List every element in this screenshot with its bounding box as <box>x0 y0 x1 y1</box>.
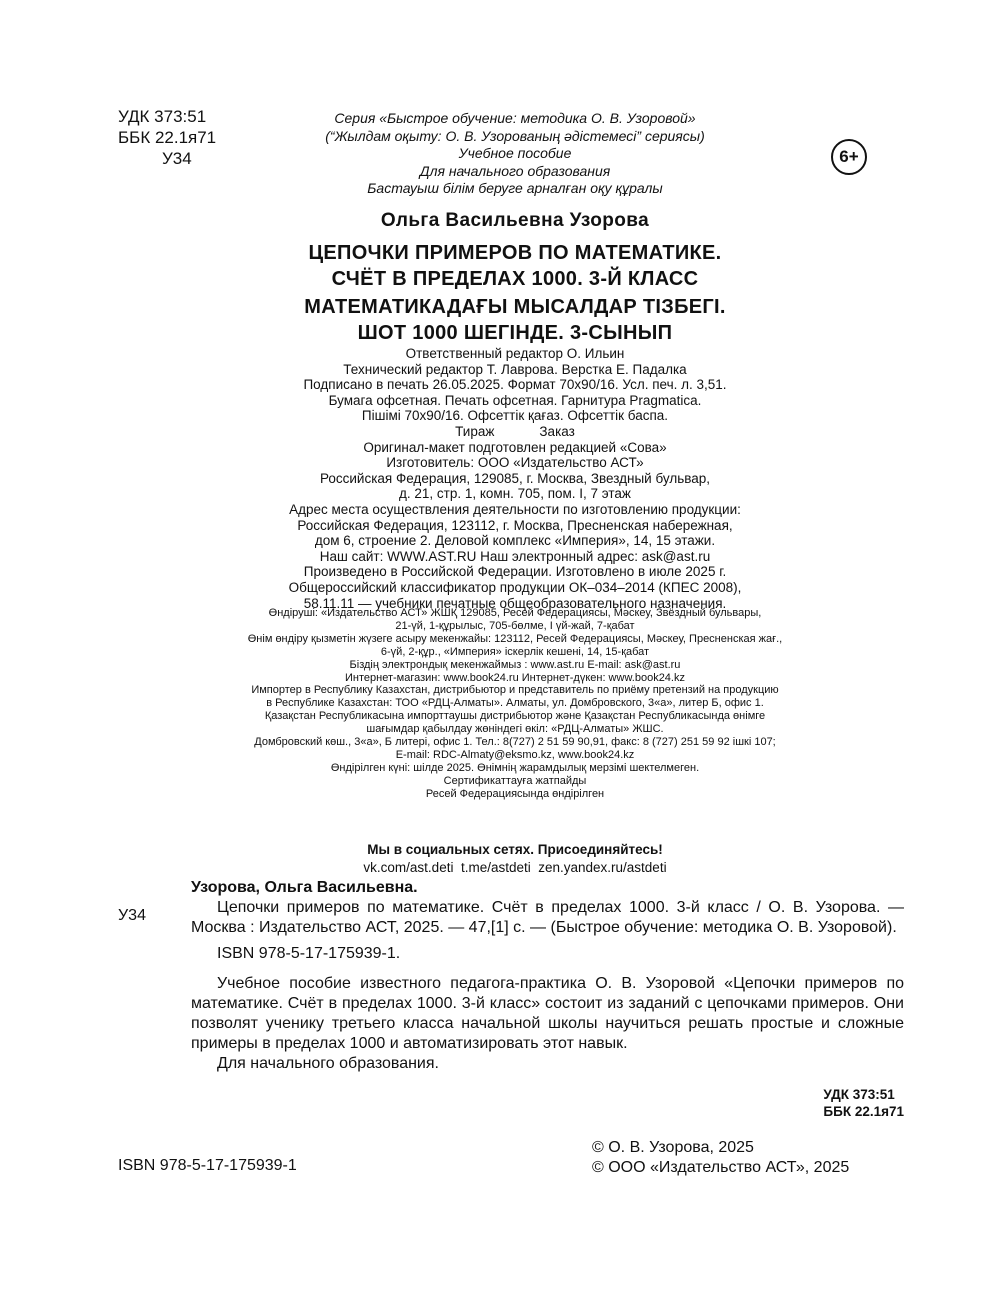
imprint-line: E-mail: RDC-Almaty@eksmo.kz, www.book24.kz <box>395 748 635 761</box>
title-line: СЧЁТ В ПРЕДЕЛАХ 1000. 3-Й КЛАСС <box>331 268 699 290</box>
imprint-line: Қазақстан Республикасына импорттаушы дистрибьютор және Қазақстан Республикасында өнімге <box>264 710 766 723</box>
bbk-code: ББК 22.1я71 <box>823 1104 904 1119</box>
imprint-line: Тираж Заказ <box>455 423 575 439</box>
title-russian <box>200 240 830 292</box>
imprint-line: 21-үй, 1-құрылыс, 705-бөлме, I үй-жай, 7-қабат <box>395 619 635 632</box>
imprint-line: Өндірілген күні: шілде 2025. Өнімнің жарамдылық мерзімі шектелмеген. <box>330 761 700 774</box>
card-audience: Для начального образования. <box>217 1055 439 1072</box>
age-rating-badge: 6+ <box>831 139 867 175</box>
copyright-line: © О. В. Узорова, 2025 <box>592 1139 754 1156</box>
series-line: Учебное пособие <box>458 145 572 161</box>
imprint-line: Домбровский көш., 3«а», Б литері, офис 1. Тел.: 8(727) 2 51 59 90,91, факс: 8 (727) 251 59 92 ішкі 107; <box>254 736 776 749</box>
imprint-line: Ресей Федерациясында өндірілген <box>425 787 605 800</box>
imprint-line: Изготовитель: ООО «Издательство АСТ» <box>386 455 644 471</box>
classification-codes-bottom <box>823 1086 904 1120</box>
bbk-code: ББК 22.1я71 <box>118 128 217 147</box>
imprint-line: Бумага офсетная. Печать офсетная. Гарнитура Pragmatica. <box>328 392 702 408</box>
imprint-line: Российская Федерация, 129085, г. Москва, Звездный бульвар, <box>319 470 711 486</box>
imprint-line: Пішімі 70x90/16. Офсеттік қағаз. Офсеттік баспа. <box>361 408 669 424</box>
imprint-line: Оригинал-макет подготовлен редакцией «Сова» <box>363 439 667 455</box>
imprint-line: Российская Федерация, 123112, г. Москва, Пресненская набережная, <box>297 517 733 533</box>
social-networks <box>250 841 780 877</box>
card-annotation: Учебное пособие известного педагога-практика О. В. Узоровой «Цепочки примеров по математике. Счёт в пределах 1000. 3-й класс» состоит из заданий с цепочками примеров. Они позволят ученику третьего класса начальной школы научиться решать простые и сложные примеры в пределах 1000 и автоматизировать этот навык. <box>191 975 904 1052</box>
series-line: Серия «Быстрое обучение: методика О. В. Узоровой» <box>334 110 696 126</box>
bibliographic-card <box>191 898 904 1074</box>
title-line: МАТЕМАТИКАДАҒЫ МЫСАЛДАР ТІЗБЕГІ. <box>304 296 726 318</box>
imprint-line: Адрес места осуществления деятельности по изготовлению продукции: <box>289 501 741 517</box>
card-author-mark: У34 <box>118 907 146 924</box>
copyright-block <box>592 1138 849 1178</box>
udk-code: УДК 373:51 <box>118 107 207 126</box>
imprint-line: Общероссийский классификатор продукции ОК–034–2014 (КПЕС 2008), <box>288 579 742 595</box>
imprint-line: Өнім өндіру қызметін жүзеге асыру мекенжайы: 123112, Ресей Федерациясы, Мәскеу, Пресненская жағ., <box>247 632 783 645</box>
title-kazakh <box>200 294 830 346</box>
card-isbn: ISBN 978-5-17-175939-1. <box>217 945 401 962</box>
card-description: Цепочки примеров по математике. Счёт в пределах 1000. 3-й класс / О. В. Узорова. — Москва : Издательство АСТ, 2025. — 47,[1] с. — (Быстрое обучение: методика О. В. Узоровой). <box>191 899 904 936</box>
imprint-block <box>120 346 910 611</box>
imprint-line: Подписано в печать 26.05.2025. Формат 70x90/16. Усл. печ. л. 3,51. <box>303 377 727 393</box>
imprint-kazakh-block <box>120 607 910 801</box>
imprint-line: Наш сайт: WWW.AST.RU Наш электронный адрес: ask@ast.ru <box>319 548 711 564</box>
imprint-line: Сертификаттауға жатпайды <box>443 774 587 787</box>
imprint-line: дом 6, строение 2. Деловой комплекс «Империя», 14, 15 этажи. <box>314 533 716 549</box>
imprint-line: Импортер в Республику Казахстан, дистрибьютор и представитель по приёму претензий на продукцию <box>251 684 779 697</box>
imprint-line: в Республике Казахстан: ТОО «РДЦ-Алматы». Алматы, ул. Домбровского, 3«а», литер Б, офис 1. <box>266 697 764 710</box>
udk-code: УДК 373:51 <box>823 1087 895 1102</box>
author-mark: У34 <box>162 149 192 168</box>
imprint-line: Өндіруші: «Издательство АСТ» ЖШҚ 129085, Ресей Федерациясы, Мәскеу, Звёздный бульвары, <box>268 607 762 619</box>
imprint-line: Біздің электрондық мекенжаймыз : www.ast.ru E-mail: ask@ast.ru <box>349 658 681 671</box>
imprint-line: Интернет-магазин: www.book24.ru Интернет-дүкен: www.book24.kz <box>345 671 685 684</box>
imprint-line: д. 21, стр. 1, комн. 705, пом. I, 7 этаж <box>399 486 631 502</box>
social-links: vk.com/ast.deti t.me/astdeti zen.yandex.ru/astdeti <box>363 860 667 875</box>
classification-codes <box>118 106 216 169</box>
imprint-line: 58.11.11 — учебники печатные общеобразовательного назначения. <box>303 595 727 611</box>
imprint-line: Ответственный редактор О. Ильин <box>405 346 625 361</box>
series-info <box>280 110 750 198</box>
series-line: Для начального образования <box>419 162 611 179</box>
imprint-line: Произведено в Российской Федерации. Изготовлено в июле 2025 г. <box>303 564 727 580</box>
series-line: (“Жылдам оқыту: О. В. Узорованың әдістемесі” сериясы) <box>325 127 705 144</box>
author-name: Ольга Васильевна Узорова <box>380 210 650 231</box>
isbn-bottom: ISBN 978-5-17-175939-1 <box>118 1157 297 1174</box>
card-author: Узорова, Ольга Васильевна. <box>191 879 418 896</box>
series-line: Бастауыш білім беруге арналған оқу құралы <box>367 180 663 196</box>
title-line: ШОТ 1000 ШЕГІНДЕ. 3-СЫНЫП <box>357 322 673 344</box>
imprint-line: 6-үй, 2-құр., «Империя» іскерлік кешені, 14, 15-қабат <box>380 645 650 658</box>
social-heading: Мы в социальных сетях. Присоединяйтесь! <box>367 842 663 857</box>
title-line: ЦЕПОЧКИ ПРИМЕРОВ ПО МАТЕМАТИКЕ. <box>308 242 722 264</box>
imprint-line: шағымдар қабылдау жөніндегі өкіл: «РДЦ-Алматы» ЖШС. <box>366 723 664 736</box>
copyright-line: © ООО «Издательство АСТ», 2025 <box>592 1159 850 1176</box>
imprint-line: Технический редактор Т. Лаврова. Верстка Е. Падалка <box>343 361 687 377</box>
